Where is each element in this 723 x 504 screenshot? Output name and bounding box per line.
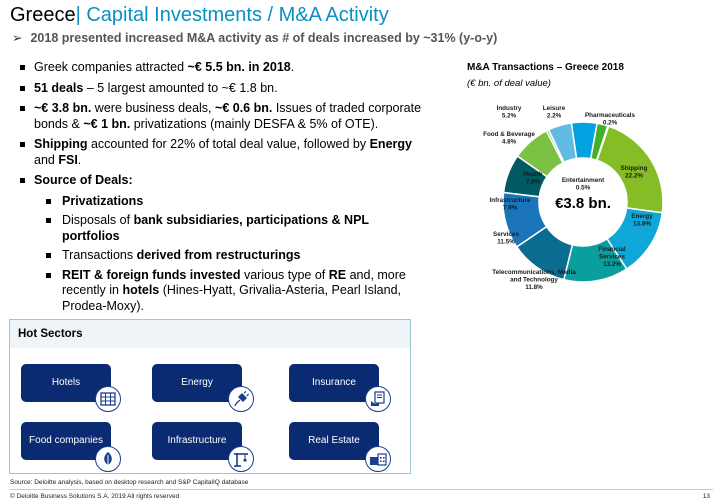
crane-icon	[228, 446, 254, 472]
bullet-shipping	[20, 137, 428, 168]
sector-label: Energy	[181, 377, 213, 388]
slice-label-0: Pharmaceuticals 0.2%	[584, 112, 636, 127]
sector-label: Real Estate	[308, 435, 360, 446]
bullet-text: and, more recently in	[62, 267, 406, 297]
bullet-highlight: 51 deals	[34, 80, 84, 95]
leaf-icon	[95, 446, 121, 472]
bullet-source-of-deals	[20, 173, 428, 189]
slice-label-3: Financial Services 13.2%	[598, 246, 626, 268]
source-note: Source: Deloitte analysis, based on desktop research and S&P CapitalIQ database	[10, 479, 249, 486]
title-topic: Capital Investments / M&A Activity	[80, 4, 389, 26]
sector-label: Insurance	[312, 377, 356, 388]
copyright: © Deloitte Business Solutions S.A. 2019 All rights reserved	[10, 493, 180, 500]
slice-label-2: Energy 13.8%	[631, 213, 653, 228]
sub-bullet-disposals	[46, 213, 428, 244]
bullet-highlight: Energy	[369, 137, 412, 151]
bullet-highlight: ~€ 5.5 bn. in 2018	[187, 60, 291, 74]
bullet-text: were business deals,	[91, 101, 216, 115]
bullet-investment	[20, 60, 428, 76]
chart-title: M&A Transactions – Greece 2018	[467, 62, 624, 73]
plug-icon	[228, 386, 254, 412]
bullet-text: – 5 largest amounted to ~€ 1.8 bn.	[83, 80, 278, 95]
document-hand-icon	[365, 386, 391, 412]
bullet-text: accounted for 22% of total deal value, followed by	[87, 137, 370, 151]
slice-label-1: Shipping 22.2%	[620, 165, 648, 180]
hot-sectors-panel	[9, 319, 411, 474]
sub-bullet-reit	[46, 268, 428, 315]
bullet-deal-breakdown	[20, 101, 428, 132]
slice-label-10: Industry 5.2%	[496, 105, 522, 120]
building-grid-icon	[95, 386, 121, 412]
bullet-highlight: Source of Deals:	[34, 173, 133, 187]
sector-label: Food companies	[29, 435, 103, 446]
page-title	[10, 4, 389, 27]
bullet-highlight: RE	[328, 267, 347, 282]
houses-icon	[365, 446, 391, 472]
bullet-highlight: derived from restructurings	[136, 248, 301, 262]
page-subtitle	[12, 30, 497, 45]
bullet-text: .	[77, 152, 82, 167]
bullet-highlight: hotels	[122, 283, 160, 297]
bullet-text: (Hines-Hyatt, Grivalia-Asteria, Pearl Island, Prodea-Moxy).	[62, 283, 402, 313]
bullet-text: Disposals of	[62, 213, 134, 227]
page-number: 13	[702, 493, 710, 500]
sub-bullet-privatizations	[46, 194, 428, 210]
bullet-text: .	[290, 60, 295, 74]
bullet-highlight: Shipping	[34, 137, 88, 151]
bullet-highlight: ~€ 0.6 bn.	[215, 101, 273, 115]
center-total-label: €3.8 bn.	[555, 195, 611, 212]
hot-sectors-title: Hot Sectors	[10, 320, 410, 348]
slice-label-9: Food & Beverage 4.8%	[483, 131, 535, 146]
bullet-text: Greek companies attracted	[34, 60, 188, 74]
subtitle-text: 2018 presented increased M&A activity as # of deals increased by ~31% (y-o-y)	[30, 31, 498, 45]
bullet-text: various type of	[240, 267, 329, 282]
bullet-list	[20, 60, 428, 318]
bullet-highlight: Privatizations	[62, 193, 144, 208]
title-country: Greece	[10, 4, 76, 26]
chart-subtitle: (€ bn. of deal value)	[467, 78, 551, 89]
slice-label-5: Services 11.5%	[493, 231, 519, 246]
bullet-text: privatizations (mainly DESFA & 5% of OTE).	[130, 116, 379, 131]
slice-label-8: Entertainment 0.5%	[561, 177, 605, 192]
bullet-highlight: REIT & foreign funds invested	[62, 267, 241, 282]
bullet-deals	[20, 81, 428, 97]
arrow-bullet-icon: ➢	[12, 31, 23, 45]
slice-label-11: Leisure 2.2%	[542, 105, 566, 120]
bullet-text: and	[34, 152, 59, 167]
title-separator: |	[75, 4, 81, 26]
bullet-highlight: ~€ 3.8 bn.	[34, 101, 92, 115]
donut-chart	[477, 96, 707, 296]
bullet-text: Transactions	[62, 248, 137, 262]
footer-divider	[10, 489, 713, 490]
bullet-highlight: bank subsidiaries, participations & NPL portfolios	[62, 213, 369, 243]
sub-bullet-restructurings	[46, 248, 428, 264]
bullet-highlight: FSI	[58, 152, 78, 167]
sector-label: Hotels	[51, 377, 81, 388]
slice-label-7: Health 7.8%	[523, 171, 543, 186]
slice-label-4: Telecommunications, Media and Technology 11.8%	[492, 269, 576, 291]
slice-label-6: Infrastructure 7.9%	[489, 197, 531, 212]
sector-label: Infrastructure	[167, 435, 227, 446]
bullet-highlight: ~€ 1 bn.	[83, 116, 131, 131]
bullet-text: Issues of traded corporate bonds &	[34, 101, 422, 131]
